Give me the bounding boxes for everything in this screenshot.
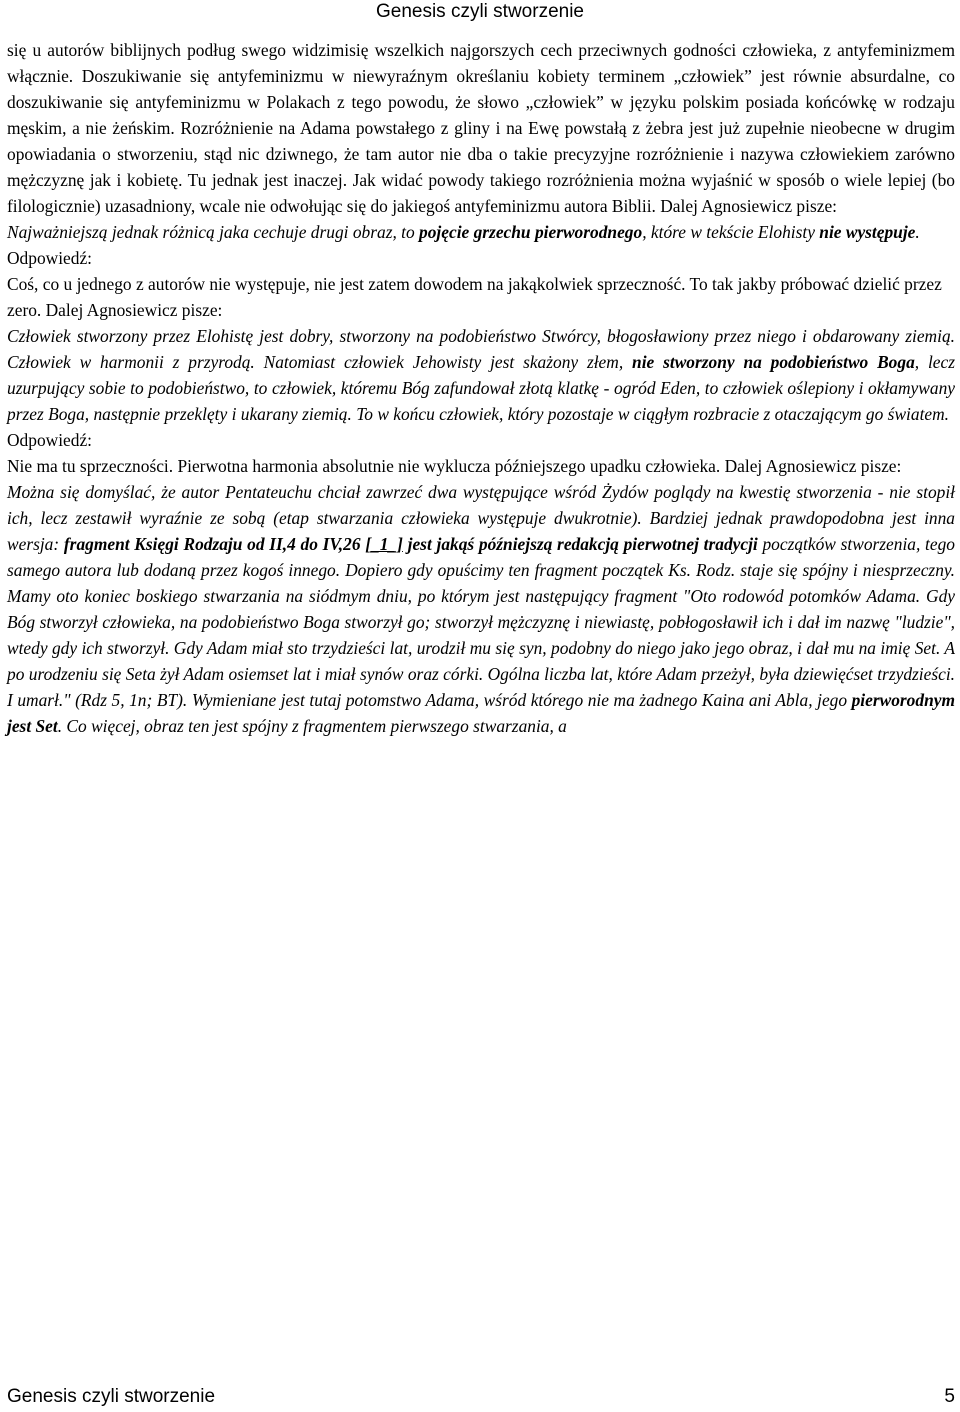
answer-1-label: Odpowiedź:	[7, 248, 93, 268]
quote-1	[7, 219, 955, 245]
page-number: 5	[944, 1386, 955, 1407]
quote-3	[7, 479, 955, 739]
quote-1-text: Najważniejszą jednak różnicą jaka cechuje drugi obraz, to	[7, 222, 420, 242]
quote-2-text: Człowiek stworzony przez Elohistę jest dobry, stworzony na podobieństwo Stwórcy, błogosławiony przez niego i obdarowany ziemią. Człowiek w harmonii z przyrodą. Natomiast człowiek Jehowisty jest skażony złem,	[7, 326, 955, 372]
header-title: Genesis czyli stworzenie	[375, 1, 585, 22]
page-header	[0, 0, 960, 26]
answer-1-text: Coś, co u jednego z autorów nie występuje, nie jest zatem dowodem na jakąkolwiek sprzeczność. To tak jakby próbować dzielić przez zero. Dalej Agnosiewicz pisze:	[7, 274, 942, 320]
quote-1-bold-2: nie występuje	[819, 222, 916, 242]
quote-2	[7, 323, 955, 427]
quote-3-bold-3: pierworodnym jest Set	[7, 690, 955, 736]
quote-3-text-3: . Co więcej, obraz ten jest spójny z fragmentem pierwszego stwarzania, a	[57, 716, 567, 736]
footer-title: Genesis czyli stworzenie	[7, 1386, 216, 1407]
quote-2-text-2: , lecz uzurpujący sobie to podobieństwo, to człowiek, któremu Bóg zafundował złotą klatkę - ogród Eden, to człowiek oślepiony i okłamywany przez Boga, następnie przeklęty i ukarany ziemią. To w końcu człowiek, który pozostaje w ciągłym rozbracie z otaczającym go światem.	[7, 352, 956, 424]
paragraph-intro: się u autorów biblijnych podług swego widzimisię wszelkich najgorszych cech przeciwnych godności człowieka, z antyfeminizmem włącznie. Doszukiwanie się antyfeminizmu w niewyraźnym określaniu kobiety terminem „człowiek” jest równie absurdalne, co doszukiwanie się antyfeminizmu w Polakach z tego powodu, że słowo „człowiek” w języku polskim posiada końcówkę w rodzaju męskim, a nie żeńskim. Rozróżnienie na Adama powstałego z gliny i na Ewę powstałą z żebra jest już zupełnie nieobecne w drugim opowiadania o stworzeniu, stąd nic dziwnego, że tam autor nie dba o takie precyzyjne rozróżnienie i nazywa człowiekiem zarówno mężczyznę jak i kobietę. Tu jednak jest inaczej. Jak widać powody takiego rozróżnienia można wyjaśnić w sposób o wiele lepiej (bo filologicznie) uzasadniony, wcale nie odwołując się do jakiegoś antyfeminizmu autora Biblii. Dalej Agnosiewicz pisze:	[7, 40, 955, 216]
quote-2-bold: nie stworzony na podobieństwo Boga	[632, 352, 915, 372]
quote-3-text: Można się domyślać, że autor Pentateuchu chciał zawrzeć dwa występujące wśród Żydów poglądy na kwestię stworzenia - nie stopił ich, lecz zestawił wyraźnie ze sobą (etap stwarzania człowieka występuje dwukrotnie). Bardziej jednak prawdopodobna jest inna wersja:	[7, 482, 955, 554]
answer-2-label: Odpowiedź:	[7, 430, 93, 450]
quote-3-text-2: początków stworzenia, tego samego autora lub dodaną przez kogoś innego. Dopiero gdy opuścimy ten fragment początek Ks. Rodz. staje się spójny i niesprzeczny. Mamy oto koniec boskiego stwarzania na siódmym dniu, po którym jest następujący fragment "Oto rodowód potomków Adama. Gdy Bóg stworzył człowieka, na podobieństwo Boga stworzył go; stworzył mężczyznę i niewiastę, pobłogosławił ich i dał im nazwę "ludzie", wtedy gdy ich stworzył. Gdy Adam miał sto trzydzieści lat, urodził mu się syn, podobny do niego jako jego obraz, i dał mu na imię Set. A po urodzeniu się Seta żył Adam osiemset lat i miał synów oraz córki. Ogólna liczba lat, które Adam przeżył, była dziewięćset trzydzieści. I umarł." (Rdz 5, 1n; BT). Wymieniane jest tutaj potomstwo Adama, wśród którego nie ma żadnego Kaina ani Abla, jego	[7, 534, 955, 710]
quote-3-bold-2: jest jakąś późniejszą redakcją pierwotnej tradycji	[402, 534, 758, 554]
page-content	[7, 37, 955, 739]
quote-1-end: .	[915, 222, 920, 242]
page-footer	[7, 1384, 960, 1412]
footnote-link[interactable]: [_1_]	[365, 534, 403, 554]
quote-3-bold: fragment Księgi Rodzaju od II,4 do IV,26	[63, 534, 366, 554]
quote-1-bold: pojęcie grzechu pierworodnego	[419, 222, 643, 242]
quote-1-text-2: , które w tekście Elohisty	[642, 222, 820, 242]
answer-2-text: Nie ma tu sprzeczności. Pierwotna harmonia absolutnie nie wyklucza późniejszego upadku człowieka. Dalej Agnosiewicz pisze:	[7, 456, 902, 476]
